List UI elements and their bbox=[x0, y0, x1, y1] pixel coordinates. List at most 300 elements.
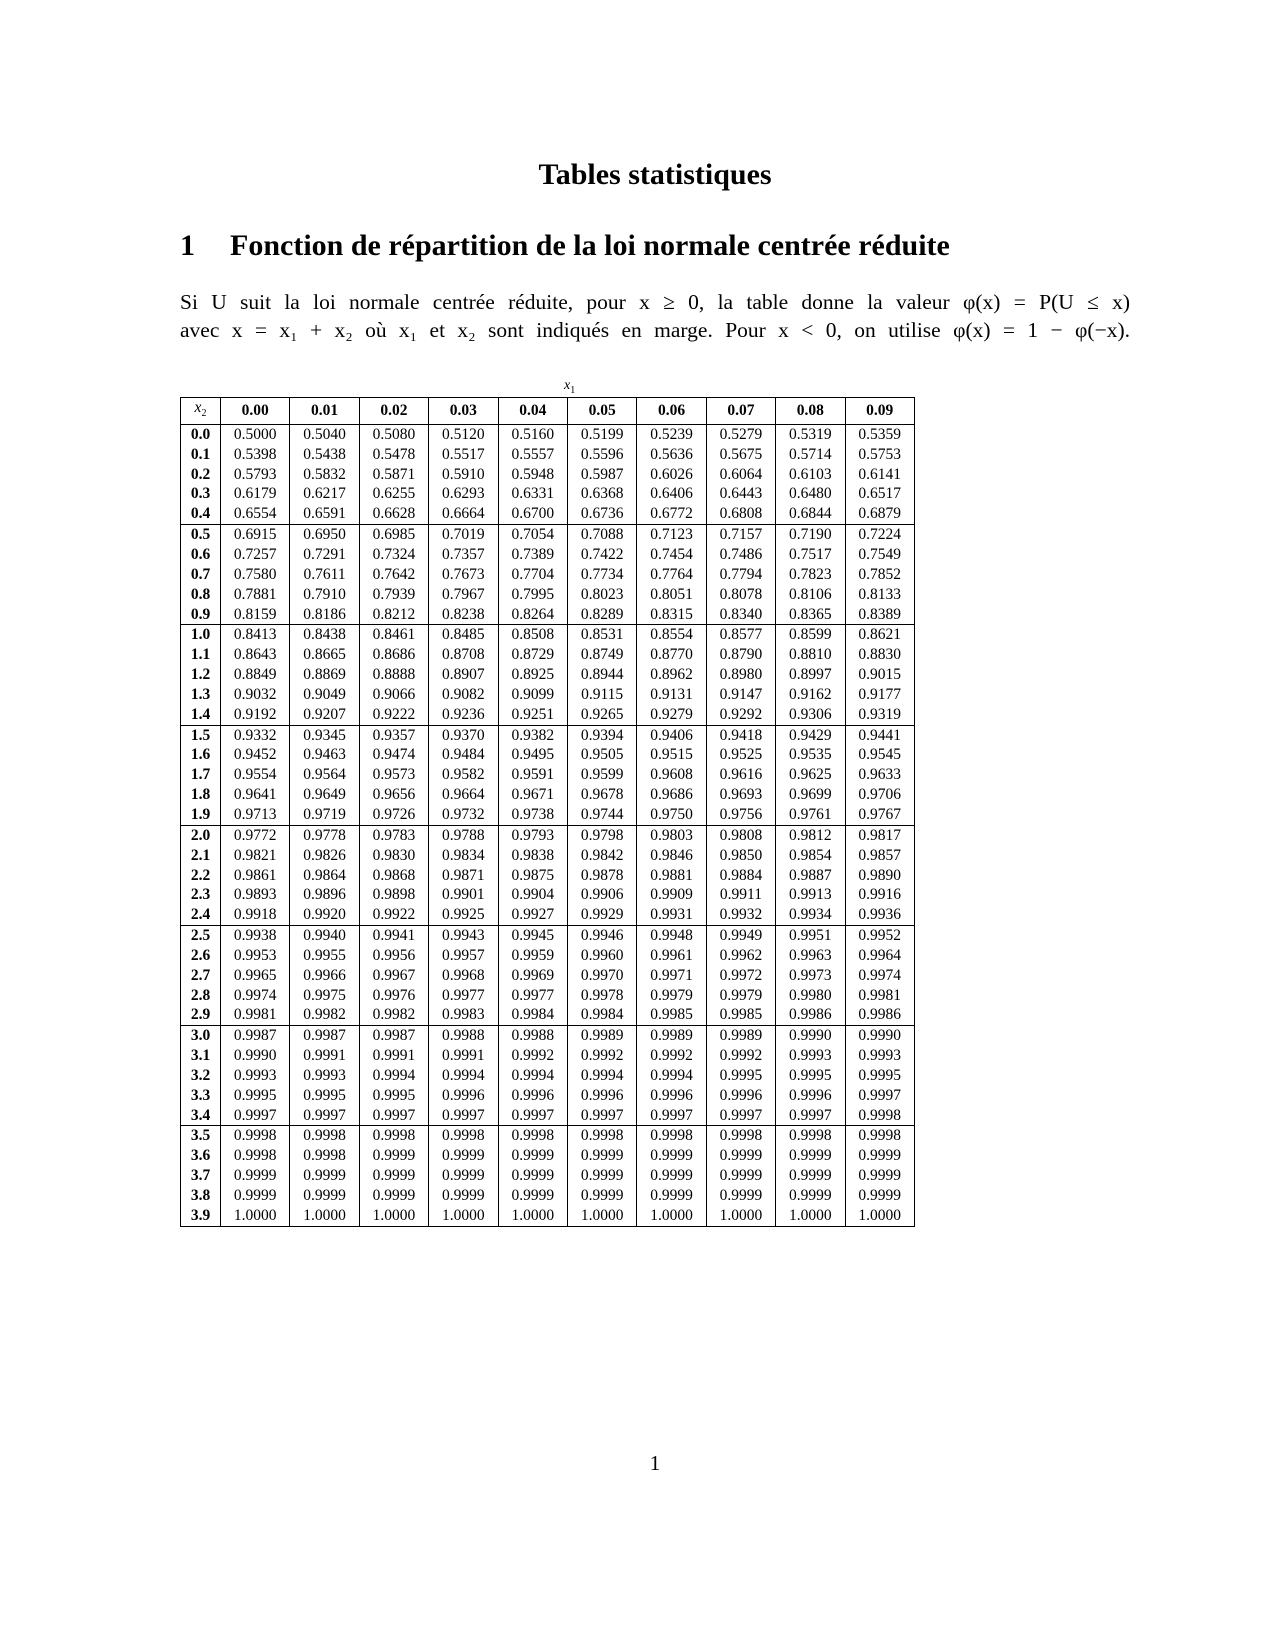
table-cell: 0.9884 bbox=[706, 866, 775, 886]
table-cell: 0.9997 bbox=[567, 1106, 636, 1126]
table-row bbox=[181, 866, 915, 886]
table-row bbox=[181, 625, 915, 645]
table-cell: 0.9999 bbox=[706, 1186, 775, 1206]
table-cell: 0.9998 bbox=[706, 1126, 775, 1146]
table-cell: 0.9535 bbox=[776, 745, 845, 765]
table-row bbox=[181, 846, 915, 866]
table-cell: 0.9941 bbox=[359, 926, 428, 946]
table-cell: 0.5279 bbox=[706, 424, 775, 444]
table-cell: 0.9306 bbox=[776, 705, 845, 725]
table-cell: 0.9975 bbox=[290, 986, 359, 1006]
row-header: 2.0 bbox=[181, 825, 221, 845]
table-row bbox=[181, 1166, 915, 1186]
table-cell: 0.9066 bbox=[359, 685, 428, 705]
table-cell: 0.8508 bbox=[498, 625, 567, 645]
table-cell: 1.0000 bbox=[567, 1206, 636, 1226]
table-cell: 0.9744 bbox=[567, 805, 636, 825]
table-cell: 0.9953 bbox=[221, 946, 290, 966]
table-cell: 0.9693 bbox=[706, 785, 775, 805]
row-header: 1.5 bbox=[181, 725, 221, 745]
table-cell: 0.5832 bbox=[290, 465, 359, 485]
table-cell: 0.9911 bbox=[706, 885, 775, 905]
table-cell: 0.9292 bbox=[706, 705, 775, 725]
table-cell: 0.5714 bbox=[776, 445, 845, 465]
table-cell: 0.5398 bbox=[221, 445, 290, 465]
table-cell: 0.6480 bbox=[776, 484, 845, 504]
row-variable-sub: 2 bbox=[201, 408, 207, 420]
table-row bbox=[181, 926, 915, 946]
table-row bbox=[181, 465, 915, 485]
table-cell: 0.7764 bbox=[637, 565, 706, 585]
table-cell: 0.9960 bbox=[567, 946, 636, 966]
table-cell: 0.9957 bbox=[429, 946, 498, 966]
table-cell: 0.6628 bbox=[359, 504, 428, 524]
table-cell: 0.9999 bbox=[429, 1166, 498, 1186]
table-cell: 0.9418 bbox=[706, 725, 775, 745]
table-cell: 0.9890 bbox=[845, 866, 914, 886]
table-cell: 0.9861 bbox=[221, 866, 290, 886]
table-cell: 0.8686 bbox=[359, 645, 428, 665]
table-cell: 0.5120 bbox=[429, 424, 498, 444]
table-cell: 0.7642 bbox=[359, 565, 428, 585]
table-row bbox=[181, 805, 915, 825]
row-header: 0.3 bbox=[181, 484, 221, 504]
table-cell: 0.9998 bbox=[221, 1126, 290, 1146]
table-row bbox=[181, 545, 915, 565]
row-header: 3.2 bbox=[181, 1066, 221, 1086]
row-header: 2.6 bbox=[181, 946, 221, 966]
row-header: 3.8 bbox=[181, 1186, 221, 1206]
table-cell: 0.9265 bbox=[567, 705, 636, 725]
row-header: 3.3 bbox=[181, 1086, 221, 1106]
table-row bbox=[181, 705, 915, 725]
row-header: 2.7 bbox=[181, 966, 221, 986]
table-cell: 0.9997 bbox=[429, 1106, 498, 1126]
table-cell: 0.8133 bbox=[845, 585, 914, 605]
table-cell: 0.9959 bbox=[498, 946, 567, 966]
table-cell: 0.9983 bbox=[429, 1005, 498, 1025]
table-body bbox=[181, 424, 915, 1226]
table-cell: 0.5675 bbox=[706, 445, 775, 465]
table-cell: 0.9989 bbox=[637, 1026, 706, 1046]
table-row bbox=[181, 745, 915, 765]
table-cell: 0.9968 bbox=[429, 966, 498, 986]
table-cell: 0.9633 bbox=[845, 765, 914, 785]
table-row bbox=[181, 885, 915, 905]
table-cell: 0.9808 bbox=[706, 825, 775, 845]
table-cell: 0.7123 bbox=[637, 525, 706, 545]
table-cell: 0.9916 bbox=[845, 885, 914, 905]
table-cell: 0.6443 bbox=[706, 484, 775, 504]
table-cell: 0.6368 bbox=[567, 484, 636, 504]
table-cell: 0.9582 bbox=[429, 765, 498, 785]
table-row bbox=[181, 905, 915, 925]
table-cell: 0.9463 bbox=[290, 745, 359, 765]
table-cell: 0.7967 bbox=[429, 585, 498, 605]
table-row bbox=[181, 785, 915, 805]
table-cell: 0.6406 bbox=[637, 484, 706, 504]
table-cell: 0.9946 bbox=[567, 926, 636, 946]
table-cell: 0.9798 bbox=[567, 825, 636, 845]
table-cell: 0.9999 bbox=[637, 1166, 706, 1186]
table-cell: 0.9979 bbox=[706, 986, 775, 1006]
table-cell: 0.7794 bbox=[706, 565, 775, 585]
table-cell: 0.9927 bbox=[498, 905, 567, 925]
table-cell: 0.7939 bbox=[359, 585, 428, 605]
table-cell: 0.5000 bbox=[221, 424, 290, 444]
table-cell: 0.9977 bbox=[429, 986, 498, 1006]
table-cell: 0.6255 bbox=[359, 484, 428, 504]
table-cell: 0.9940 bbox=[290, 926, 359, 946]
table-cell: 0.9970 bbox=[567, 966, 636, 986]
table-cell: 0.5636 bbox=[637, 445, 706, 465]
table-cell: 0.5319 bbox=[776, 424, 845, 444]
table-cell: 0.9992 bbox=[637, 1046, 706, 1066]
table-cell: 0.9986 bbox=[776, 1005, 845, 1025]
table-cell: 0.9999 bbox=[567, 1166, 636, 1186]
table-cell: 0.9999 bbox=[706, 1146, 775, 1166]
table-cell: 0.9082 bbox=[429, 685, 498, 705]
table-cell: 0.8888 bbox=[359, 665, 428, 685]
table-row bbox=[181, 825, 915, 845]
table-cell: 0.9999 bbox=[706, 1166, 775, 1186]
table-cell: 0.6179 bbox=[221, 484, 290, 504]
table-cell: 0.9525 bbox=[706, 745, 775, 765]
table-cell: 0.7852 bbox=[845, 565, 914, 585]
table-cell: 0.9756 bbox=[706, 805, 775, 825]
row-header: 3.9 bbox=[181, 1206, 221, 1226]
table-cell: 0.9985 bbox=[706, 1005, 775, 1025]
table-cell: 0.9993 bbox=[221, 1066, 290, 1086]
table-cell: 0.9999 bbox=[637, 1146, 706, 1166]
table-cell: 0.7734 bbox=[567, 565, 636, 585]
table-cell: 0.9967 bbox=[359, 966, 428, 986]
table-cell: 0.8810 bbox=[776, 645, 845, 665]
table-cell: 0.9982 bbox=[359, 1005, 428, 1025]
table-cell: 0.9162 bbox=[776, 685, 845, 705]
table-cell: 0.6217 bbox=[290, 484, 359, 504]
table-cell: 0.8051 bbox=[637, 585, 706, 605]
row-header: 0.6 bbox=[181, 545, 221, 565]
table-cell: 0.9961 bbox=[637, 946, 706, 966]
table-row bbox=[181, 504, 915, 524]
table-cell: 0.9982 bbox=[290, 1005, 359, 1025]
table-cell: 0.9986 bbox=[845, 1005, 914, 1025]
table-cell: 0.9938 bbox=[221, 926, 290, 946]
table-cell: 0.9991 bbox=[359, 1046, 428, 1066]
column-header: 0.08 bbox=[776, 398, 845, 425]
table-cell: 0.9998 bbox=[221, 1146, 290, 1166]
row-header: 3.1 bbox=[181, 1046, 221, 1066]
row-header: 0.5 bbox=[181, 525, 221, 545]
table-cell: 0.9999 bbox=[567, 1186, 636, 1206]
row-header: 1.8 bbox=[181, 785, 221, 805]
table-cell: 0.8577 bbox=[706, 625, 775, 645]
table-row bbox=[181, 645, 915, 665]
table-cell: 0.9997 bbox=[706, 1106, 775, 1126]
row-header: 3.5 bbox=[181, 1126, 221, 1146]
table-row bbox=[181, 1146, 915, 1166]
table-cell: 0.9131 bbox=[637, 685, 706, 705]
table-cell: 0.6554 bbox=[221, 504, 290, 524]
table-cell: 0.9999 bbox=[498, 1186, 567, 1206]
table-cell: 0.9974 bbox=[221, 986, 290, 1006]
table-cell: 0.5557 bbox=[498, 445, 567, 465]
table-cell: 0.9929 bbox=[567, 905, 636, 925]
table-cell: 0.8770 bbox=[637, 645, 706, 665]
table-cell: 0.9998 bbox=[429, 1126, 498, 1146]
table-cell: 0.9987 bbox=[359, 1026, 428, 1046]
table-cell: 0.8621 bbox=[845, 625, 914, 645]
table-cell: 0.8997 bbox=[776, 665, 845, 685]
table-cell: 0.8665 bbox=[290, 645, 359, 665]
table-cell: 0.8708 bbox=[429, 645, 498, 665]
table-cell: 0.9984 bbox=[567, 1005, 636, 1025]
table-row bbox=[181, 1086, 915, 1106]
table-cell: 0.9719 bbox=[290, 805, 359, 825]
table-cell: 0.6844 bbox=[776, 504, 845, 524]
table-row bbox=[181, 445, 915, 465]
table-cell: 0.9994 bbox=[359, 1066, 428, 1086]
table-cell: 0.9997 bbox=[498, 1106, 567, 1126]
row-header: 1.3 bbox=[181, 685, 221, 705]
table-cell: 0.9842 bbox=[567, 846, 636, 866]
table-cell: 0.8186 bbox=[290, 605, 359, 625]
table-cell: 0.8078 bbox=[706, 585, 775, 605]
row-header: 0.0 bbox=[181, 424, 221, 444]
table-cell: 0.9357 bbox=[359, 725, 428, 745]
table-row bbox=[181, 986, 915, 1006]
table-cell: 0.9893 bbox=[221, 885, 290, 905]
row-header: 0.4 bbox=[181, 504, 221, 524]
table-cell: 0.7995 bbox=[498, 585, 567, 605]
table-row bbox=[181, 1005, 915, 1025]
table-cell: 0.9995 bbox=[290, 1086, 359, 1106]
table-cell: 0.9969 bbox=[498, 966, 567, 986]
table-cell: 0.7881 bbox=[221, 585, 290, 605]
table-cell: 0.8869 bbox=[290, 665, 359, 685]
row-header: 2.4 bbox=[181, 905, 221, 925]
table-cell: 0.8159 bbox=[221, 605, 290, 625]
table-cell: 0.9778 bbox=[290, 825, 359, 845]
table-cell: 0.9850 bbox=[706, 846, 775, 866]
table-cell: 0.9966 bbox=[290, 966, 359, 986]
table-cell: 0.7454 bbox=[637, 545, 706, 565]
section-heading bbox=[180, 229, 950, 263]
table-cell: 0.9817 bbox=[845, 825, 914, 845]
table-cell: 0.9998 bbox=[845, 1106, 914, 1126]
row-header: 0.7 bbox=[181, 565, 221, 585]
table-cell: 0.9998 bbox=[359, 1126, 428, 1146]
table-cell: 0.6950 bbox=[290, 525, 359, 545]
table-cell: 0.8790 bbox=[706, 645, 775, 665]
table-cell: 0.9999 bbox=[498, 1146, 567, 1166]
table-cell: 0.9909 bbox=[637, 885, 706, 905]
table-cell: 0.9251 bbox=[498, 705, 567, 725]
table-cell: 0.6879 bbox=[845, 504, 914, 524]
table-cell: 0.9998 bbox=[637, 1126, 706, 1146]
table-row bbox=[181, 565, 915, 585]
table-cell: 0.9998 bbox=[290, 1146, 359, 1166]
table-cell: 0.9834 bbox=[429, 846, 498, 866]
table-cell: 0.9994 bbox=[567, 1066, 636, 1086]
row-header: 1.9 bbox=[181, 805, 221, 825]
table-cell: 0.9980 bbox=[776, 986, 845, 1006]
table-cell: 0.7549 bbox=[845, 545, 914, 565]
table-cell: 0.9990 bbox=[221, 1046, 290, 1066]
table-cell: 0.9931 bbox=[637, 905, 706, 925]
table-cell: 0.9999 bbox=[290, 1166, 359, 1186]
table-cell: 0.6517 bbox=[845, 484, 914, 504]
table-cell: 0.9706 bbox=[845, 785, 914, 805]
table-cell: 0.9996 bbox=[429, 1086, 498, 1106]
table-cell: 0.9616 bbox=[706, 765, 775, 785]
row-header: 1.2 bbox=[181, 665, 221, 685]
table-cell: 0.9484 bbox=[429, 745, 498, 765]
table-cell: 0.9452 bbox=[221, 745, 290, 765]
table-row bbox=[181, 1126, 915, 1146]
table-cell: 0.9998 bbox=[290, 1126, 359, 1146]
table-cell: 0.9999 bbox=[359, 1186, 428, 1206]
row-header: 3.7 bbox=[181, 1166, 221, 1186]
table-row bbox=[181, 665, 915, 685]
table-cell: 0.9015 bbox=[845, 665, 914, 685]
table-cell: 0.9998 bbox=[567, 1126, 636, 1146]
table-cell: 0.9994 bbox=[637, 1066, 706, 1086]
table-cell: 0.9994 bbox=[498, 1066, 567, 1086]
row-header: 2.2 bbox=[181, 866, 221, 886]
table-cell: 0.9783 bbox=[359, 825, 428, 845]
table-cell: 0.9826 bbox=[290, 846, 359, 866]
table-row bbox=[181, 725, 915, 745]
table-cell: 0.9904 bbox=[498, 885, 567, 905]
table-cell: 0.9699 bbox=[776, 785, 845, 805]
row-header: 2.8 bbox=[181, 986, 221, 1006]
table-cell: 0.5478 bbox=[359, 445, 428, 465]
table-cell: 0.6915 bbox=[221, 525, 290, 545]
table-cell: 0.9495 bbox=[498, 745, 567, 765]
table-cell: 0.9564 bbox=[290, 765, 359, 785]
table-cell: 0.8962 bbox=[637, 665, 706, 685]
table-cell: 0.9997 bbox=[845, 1086, 914, 1106]
table-cell: 0.9995 bbox=[359, 1086, 428, 1106]
table-cell: 0.9948 bbox=[637, 926, 706, 946]
table-cell: 0.9989 bbox=[567, 1026, 636, 1046]
row-header: 1.1 bbox=[181, 645, 221, 665]
table-cell: 0.8925 bbox=[498, 665, 567, 685]
table-cell: 0.9505 bbox=[567, 745, 636, 765]
table-cell: 0.9964 bbox=[845, 946, 914, 966]
table-cell: 0.8907 bbox=[429, 665, 498, 685]
intro-line-2: avec x = x₁ + x₂ où x₁ et x₂ sont indiqués en marge. Pour x < 0, on utilise φ(x) = 1 − φ(−x). bbox=[180, 318, 1130, 342]
table-cell: 0.6331 bbox=[498, 484, 567, 504]
table-cell: 0.5239 bbox=[637, 424, 706, 444]
table-cell: 0.9394 bbox=[567, 725, 636, 745]
table-cell: 0.7486 bbox=[706, 545, 775, 565]
table-cell: 0.9972 bbox=[706, 966, 775, 986]
table-cell: 0.5871 bbox=[359, 465, 428, 485]
table-cell: 0.9987 bbox=[221, 1026, 290, 1046]
table-cell: 0.9979 bbox=[637, 986, 706, 1006]
column-header: 0.09 bbox=[845, 398, 914, 425]
normal-distribution-table bbox=[180, 397, 915, 1227]
table-cell: 0.9996 bbox=[567, 1086, 636, 1106]
table-cell: 0.9981 bbox=[845, 986, 914, 1006]
table-cell: 1.0000 bbox=[429, 1206, 498, 1226]
table-cell: 1.0000 bbox=[498, 1206, 567, 1226]
table-cell: 0.9999 bbox=[498, 1166, 567, 1186]
table-cell: 0.9406 bbox=[637, 725, 706, 745]
table-cell: 0.9793 bbox=[498, 825, 567, 845]
table-cell: 0.8023 bbox=[567, 585, 636, 605]
table-cell: 0.9999 bbox=[845, 1186, 914, 1206]
table-cell: 0.9999 bbox=[776, 1186, 845, 1206]
table-cell: 0.5160 bbox=[498, 424, 567, 444]
table-cell: 0.9993 bbox=[290, 1066, 359, 1086]
table-cell: 0.9993 bbox=[845, 1046, 914, 1066]
table-cell: 0.9906 bbox=[567, 885, 636, 905]
table-cell: 0.8389 bbox=[845, 605, 914, 625]
row-header: 1.0 bbox=[181, 625, 221, 645]
column-variable-sub: 1 bbox=[570, 384, 576, 396]
row-header: 2.9 bbox=[181, 1005, 221, 1025]
table-cell: 0.8340 bbox=[706, 605, 775, 625]
table-row bbox=[181, 1106, 915, 1126]
table-cell: 0.9750 bbox=[637, 805, 706, 825]
row-header: 1.4 bbox=[181, 705, 221, 725]
table-cell: 0.9429 bbox=[776, 725, 845, 745]
table-cell: 0.9545 bbox=[845, 745, 914, 765]
table-cell: 0.9943 bbox=[429, 926, 498, 946]
table-cell: 0.8413 bbox=[221, 625, 290, 645]
table-cell: 0.8289 bbox=[567, 605, 636, 625]
table-cell: 0.6591 bbox=[290, 504, 359, 524]
table-cell: 0.7704 bbox=[498, 565, 567, 585]
table-cell: 0.9591 bbox=[498, 765, 567, 785]
table-cell: 0.9854 bbox=[776, 846, 845, 866]
table-cell: 0.7224 bbox=[845, 525, 914, 545]
column-variable-label bbox=[564, 378, 575, 396]
table-cell: 0.7422 bbox=[567, 545, 636, 565]
table-cell: 0.9993 bbox=[776, 1046, 845, 1066]
table-cell: 0.9989 bbox=[706, 1026, 775, 1046]
column-header: 0.00 bbox=[221, 398, 290, 425]
table-cell: 0.9147 bbox=[706, 685, 775, 705]
table-cell: 0.7910 bbox=[290, 585, 359, 605]
table-row bbox=[181, 685, 915, 705]
table-cell: 0.9599 bbox=[567, 765, 636, 785]
table-cell: 0.9772 bbox=[221, 825, 290, 845]
table-cell: 0.9990 bbox=[776, 1026, 845, 1046]
table-cell: 0.9838 bbox=[498, 846, 567, 866]
table-cell: 0.8729 bbox=[498, 645, 567, 665]
table-cell: 0.9997 bbox=[359, 1106, 428, 1126]
table-cell: 0.7019 bbox=[429, 525, 498, 545]
table-cell: 0.9898 bbox=[359, 885, 428, 905]
table-cell: 0.9992 bbox=[706, 1046, 775, 1066]
table-cell: 0.9999 bbox=[845, 1146, 914, 1166]
row-header: 2.3 bbox=[181, 885, 221, 905]
table-cell: 0.5080 bbox=[359, 424, 428, 444]
table-cell: 0.7291 bbox=[290, 545, 359, 565]
table-cell: 0.6985 bbox=[359, 525, 428, 545]
table-cell: 0.9936 bbox=[845, 905, 914, 925]
table-cell: 0.9994 bbox=[429, 1066, 498, 1086]
table-row bbox=[181, 946, 915, 966]
table-cell: 0.9875 bbox=[498, 866, 567, 886]
table-cell: 0.6700 bbox=[498, 504, 567, 524]
table-cell: 0.9441 bbox=[845, 725, 914, 745]
